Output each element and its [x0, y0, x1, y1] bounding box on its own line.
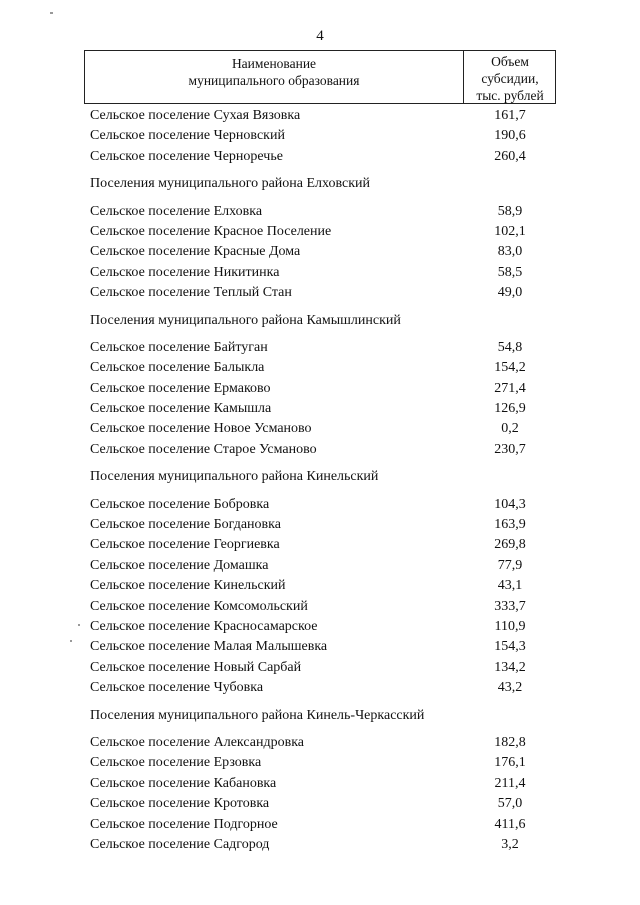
table-row: [0, 515, 640, 535]
subsidy-value: 163,9: [494, 517, 526, 533]
settlement-name: Сельское поселение Никитинка: [90, 264, 280, 280]
settlement-name: Сельское поселение Елховка: [90, 203, 263, 219]
table-row: [0, 637, 640, 657]
group-heading: [0, 706, 640, 726]
table-row: [0, 283, 640, 303]
header-value-line: тыс. рублей: [476, 88, 544, 103]
table-row: [0, 535, 640, 555]
settlement-name: Сельское поселение Малая Малышевка: [90, 639, 328, 655]
table-row: [0, 263, 640, 283]
header-value-line: Объем: [491, 54, 529, 69]
settlement-name: Сельское поселение Балыкла: [90, 360, 265, 376]
group-heading-label: Поселения муниципального района Камышлинский: [90, 312, 401, 328]
settlement-name: Сельское поселение Байтуган: [90, 339, 268, 355]
subsidy-value: 271,4: [494, 380, 526, 396]
settlement-name: Сельское поселение Домашка: [90, 557, 269, 573]
table-row: [0, 495, 640, 515]
settlement-name: Сельское поселение Кинельский: [90, 578, 286, 594]
subsidy-value: 49,0: [497, 285, 523, 301]
subsidy-value: 154,2: [494, 360, 526, 376]
subsidy-value: 102,1: [494, 223, 526, 239]
page-number: 4: [316, 28, 324, 44]
table-row: [0, 338, 640, 358]
subsidy-value: 57,0: [497, 796, 523, 812]
table-row: [0, 597, 640, 617]
settlement-name: Сельское поселение Богдановка: [90, 517, 281, 533]
group-heading-label: Поселения муниципального района Кинельский: [90, 469, 379, 485]
table-header: [84, 50, 556, 104]
settlement-name: Сельское поселение Кротовка: [90, 796, 270, 812]
settlement-name: Сельское поселение Черновский: [90, 128, 285, 144]
settlement-name: Сельское поселение Красносамарское: [90, 618, 318, 634]
table-row: [0, 440, 640, 460]
table-row: [0, 222, 640, 242]
settlement-name: Сельское поселение Красные Дома: [90, 244, 301, 260]
settlement-name: Сельское поселение Сухая Вязовка: [90, 108, 301, 123]
table-row: [0, 733, 640, 753]
subsidy-value: 104,3: [494, 496, 526, 512]
subsidy-value: 43,2: [497, 680, 523, 696]
header-name-line: Наименование: [231, 56, 317, 71]
subsidy-value: 83,0: [497, 244, 523, 260]
table-row: [0, 242, 640, 262]
subsidy-value: 182,8: [494, 734, 526, 750]
table-row: [0, 379, 640, 399]
header-value-line: субсидии,: [481, 71, 539, 86]
settlement-name: Сельское поселение Новое Усманово: [90, 421, 312, 437]
table-row: [0, 774, 640, 794]
header-name-column: [85, 55, 463, 89]
subsidy-value: 58,9: [497, 203, 523, 219]
table-row: [0, 576, 640, 596]
subsidy-value: 43,1: [497, 578, 523, 594]
subsidy-value: 3,2: [501, 836, 519, 852]
subsidy-value: 333,7: [494, 598, 526, 614]
table-row: [0, 399, 640, 419]
subsidy-value: 77,9: [497, 557, 523, 573]
table-row: [0, 202, 640, 222]
settlement-name: Сельское поселение Красное Поселение: [90, 223, 332, 239]
settlement-name: Сельское поселение Комсомольский: [90, 598, 308, 614]
settlement-name: Сельское поселение Старое Усманово: [90, 441, 317, 457]
subsidy-value: 411,6: [494, 816, 526, 832]
settlement-name: Сельское поселение Камышла: [90, 401, 272, 417]
table-row: [0, 678, 640, 698]
subsidy-value: 54,8: [497, 339, 523, 355]
header-value-column: [464, 53, 556, 104]
subsidy-value: 110,9: [494, 618, 526, 634]
table-row: [0, 794, 640, 814]
table-row: [0, 617, 640, 637]
group-heading: [0, 467, 640, 487]
group-heading-label: Поселения муниципального района Елховский: [90, 176, 371, 192]
subsidy-value: 58,5: [497, 264, 523, 280]
group-heading-label: Поселения муниципального района Кинель-Черкасский: [90, 707, 425, 723]
subsidy-value: 176,1: [494, 755, 526, 771]
settlement-name: Сельское поселение Черноречье: [90, 148, 283, 164]
settlement-name: Сельское поселение Подгорное: [90, 816, 278, 832]
settlement-name: Сельское поселение Бобровка: [90, 496, 270, 512]
settlement-name: Сельское поселение Ермаково: [90, 380, 271, 396]
table-row: [0, 835, 640, 855]
subsidy-value: 211,4: [494, 775, 526, 791]
settlement-name: Сельское поселение Александровка: [90, 734, 305, 750]
table-row: [0, 106, 640, 126]
group-heading: [0, 311, 640, 331]
subsidy-value: 269,8: [494, 537, 526, 553]
settlement-name: Сельское поселение Садгород: [90, 836, 270, 852]
subsidy-value: 190,6: [494, 128, 526, 144]
subsidy-value: 126,9: [494, 401, 526, 417]
subsidy-value: 260,4: [494, 148, 526, 164]
table-row: [0, 126, 640, 146]
settlement-name: Сельское поселение Георгиевка: [90, 537, 280, 553]
subsidy-value: 154,3: [494, 639, 526, 655]
subsidy-value: 0,2: [501, 421, 519, 437]
table-row: [0, 658, 640, 678]
scan-mark: [50, 12, 53, 14]
settlements-table: [0, 106, 640, 855]
settlement-name: Сельское поселение Теплый Стан: [90, 285, 292, 301]
subsidy-value: 230,7: [494, 441, 526, 457]
group-heading: [0, 174, 640, 194]
table-row: [0, 147, 640, 167]
table-row: [0, 556, 640, 576]
table-row: [0, 753, 640, 773]
settlement-name: Сельское поселение Новый Сарбай: [90, 659, 302, 675]
subsidy-value: 161,7: [494, 108, 526, 123]
settlement-name: Сельское поселение Чубовка: [90, 680, 264, 696]
table-row: [0, 815, 640, 835]
table-row: [0, 419, 640, 439]
table-row: [0, 358, 640, 378]
header-name-line: муниципального образования: [188, 73, 360, 88]
settlement-name: Сельское поселение Кабановка: [90, 775, 277, 791]
settlement-name: Сельское поселение Ерзовка: [90, 755, 262, 771]
subsidy-value: 134,2: [494, 659, 526, 675]
